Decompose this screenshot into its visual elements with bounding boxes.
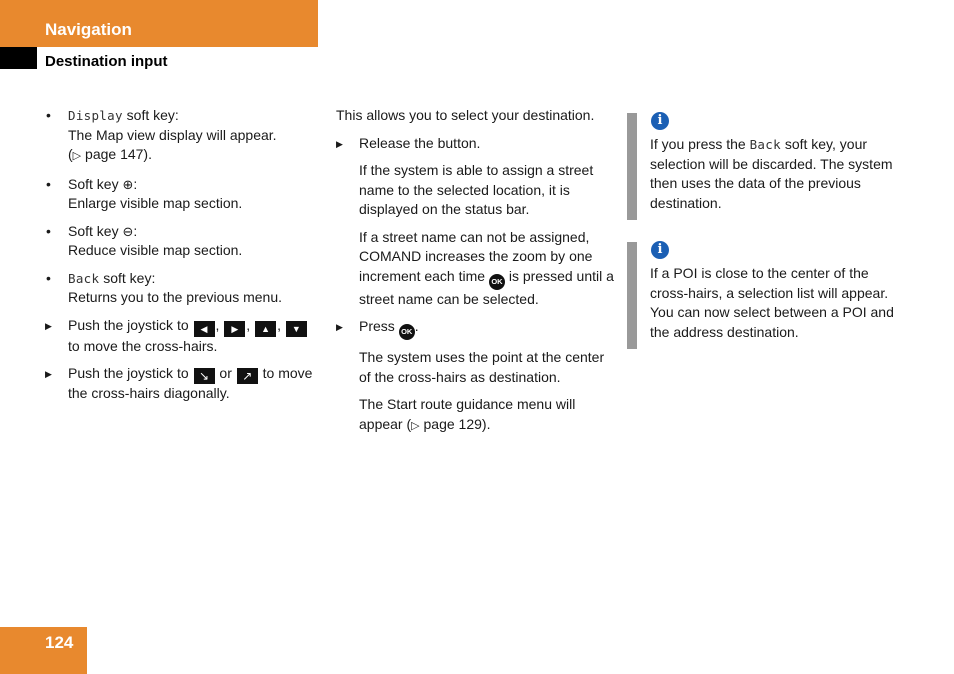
ok-button-icon: OK: [489, 274, 505, 290]
item-desc: Returns you to the previous menu.: [68, 289, 283, 305]
softkey-label: Back: [68, 270, 100, 286]
note-bar: [627, 242, 637, 349]
item-text: Soft key: [68, 222, 119, 239]
up-arrow-key-icon: ▲: [255, 321, 276, 337]
step-text: Release the button.: [359, 134, 481, 151]
item-text: soft key:: [126, 107, 179, 123]
note-text: [650, 135, 907, 213]
column-left: [45, 106, 323, 412]
subsection-title: Destination input: [45, 53, 168, 70]
info-note-back: [627, 106, 907, 213]
step-text: Push the joystick to: [68, 365, 189, 381]
system-paragraph: The system uses the point at the center of the cross-hairs as destination.: [359, 349, 605, 385]
page-number: 124: [45, 633, 74, 652]
zoom-in-icon: ⊕: [122, 176, 134, 192]
step-release: [336, 134, 614, 154]
step-press: [336, 317, 614, 340]
ok-button-icon: OK: [399, 324, 415, 340]
paragraph-text: The Start route guidance menu will appear (: [359, 396, 576, 432]
arrow-icon: ▶: [336, 322, 343, 332]
step-joystick: [45, 316, 323, 357]
softkey-label: Back: [749, 137, 781, 152]
page-number-box: [0, 627, 87, 674]
paragraph-text: is pressed until a street name can be selected.: [359, 267, 614, 307]
diagonal-up-key-icon: ↗: [237, 368, 258, 384]
diagonal-down-key-icon: ↘: [194, 368, 215, 384]
item-desc: Enlarge visible map section.: [68, 195, 243, 211]
start-paragraph: [336, 395, 614, 436]
info-icon: i: [651, 241, 669, 259]
left-arrow-key-icon: ◀: [194, 321, 215, 337]
separator: ,: [246, 316, 251, 333]
intro-text: This allows you to select your destination.: [336, 107, 595, 123]
item-text: soft key:: [103, 269, 156, 286]
column-middle: [336, 106, 614, 444]
step-text: Press: [359, 318, 395, 334]
item-text: Soft key: [68, 175, 119, 192]
list-item-back: [45, 269, 323, 308]
list-item-zoom-out: • Soft key ⊖: Reduce visible map section.: [45, 222, 323, 261]
page-ref: page 147).: [85, 146, 152, 162]
column-right: [627, 106, 907, 364]
note-text: If a POI is close to the center of the cross-hairs, a selection list will appear. You can now select between a POI and the address destination.: [650, 265, 894, 340]
info-icon: i: [651, 112, 669, 130]
item-desc: The Map view display will appear.: [68, 126, 277, 143]
right-arrow-key-icon: ▶: [224, 321, 245, 337]
step-text: or: [219, 365, 232, 381]
ref-icon: ▷: [411, 419, 420, 432]
bullet-icon: •: [46, 269, 51, 286]
down-arrow-key-icon: ▼: [286, 321, 307, 337]
step-desc: to move the cross-hairs.: [68, 337, 218, 354]
step-diagonal: [45, 364, 323, 404]
step-text: to move: [262, 365, 313, 381]
separator: ,: [215, 316, 220, 333]
step-text: Push the joystick to: [68, 316, 189, 333]
arrow-icon: ▶: [45, 369, 52, 379]
section-title: Navigation: [45, 20, 132, 39]
subheader-marker: [0, 47, 37, 69]
list-item-zoom-in: • Soft key ⊕: Enlarge visible map section.: [45, 175, 323, 214]
page-ref: page 129).: [423, 415, 491, 432]
bullet-icon: •: [46, 222, 51, 239]
bullet-icon: •: [46, 175, 51, 192]
note-bar: [627, 113, 637, 220]
step-desc: the cross-hairs diagonally.: [68, 385, 230, 401]
assign-paragraph: If the system is able to assign a street name to the selected location, it is displayed on the status bar.: [359, 162, 594, 217]
ref-icon: ▷: [72, 150, 82, 162]
noassign-paragraph: [336, 228, 614, 310]
arrow-icon: ▶: [336, 138, 343, 149]
zoom-out-icon: ⊖: [122, 223, 134, 239]
bullet-icon: •: [46, 107, 51, 123]
softkey-label: Display: [68, 108, 123, 123]
paragraph-text: If a street name can not be assigned, COMAND increases the zoom by one increment each time: [359, 228, 593, 284]
arrow-icon: ▶: [45, 320, 52, 331]
separator: ,: [277, 316, 281, 333]
note-text-part: soft key, your selection will be discarded. The system then uses the data of the previous destination.: [650, 136, 893, 211]
info-note-poi: [627, 235, 907, 342]
note-text-part: If you press the: [650, 136, 746, 152]
ref-open: (: [68, 146, 73, 162]
item-desc: Reduce visible map section.: [68, 242, 243, 258]
list-item-display: [45, 106, 323, 167]
step-text: .: [414, 318, 419, 334]
